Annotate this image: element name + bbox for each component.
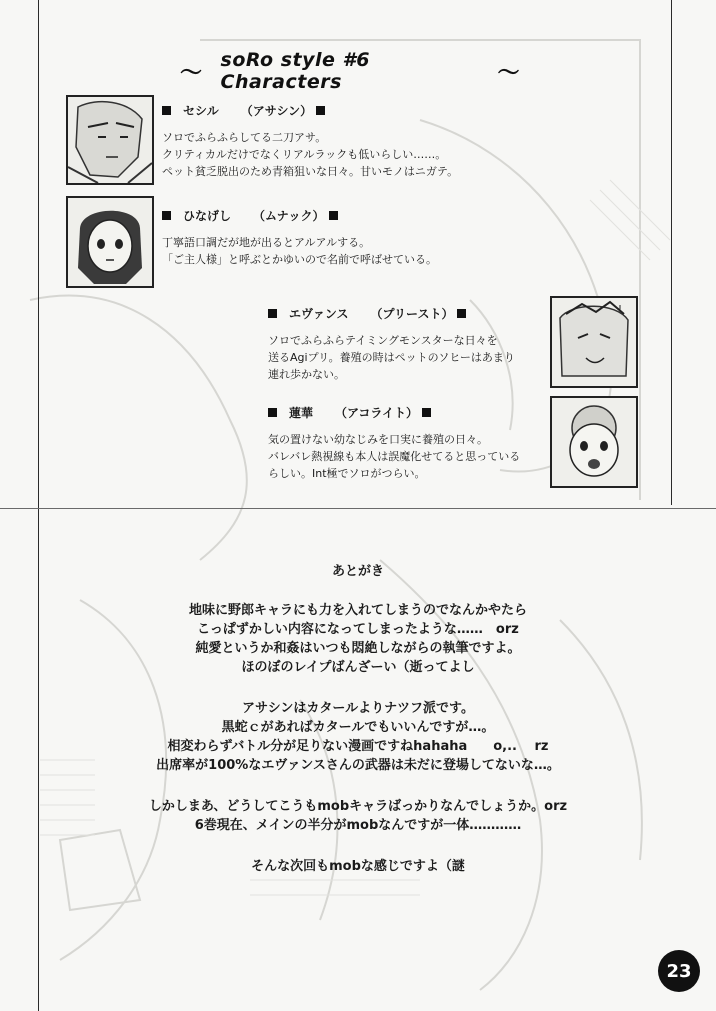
character-portrait-cecil [66,95,154,185]
description-line: 連れ歩かない。 [268,368,345,381]
character-heading [162,207,437,224]
character-role: （アコライト） [335,406,419,420]
title-left-tilde: 〜 [180,60,203,86]
afterword-line: 6巻現在、メインの半分がmobなんですが一体………… [194,818,522,833]
description-line: ソロでふらふらテイミングモンスターな日々を [268,334,498,347]
description-line: 気の置けない幼なじみを口実に養殖の日々。 [268,433,488,446]
bullet-square-icon [162,106,171,115]
afterword-line: こっぱずかしい内容になってしまったような…… orz [197,622,519,637]
character-portrait-evans [550,296,638,388]
description-line: クリティカルだけでなくリアルラックも低いらしい……。 [162,148,447,161]
character-entry-renka [268,404,520,482]
character-heading [162,102,458,119]
afterword-paragraph [0,699,716,775]
afterword-line: 出席率が100%なエヴァンスさんの武器は未だに登場してないな…。 [156,758,560,773]
description-line: ソロでふらふらしてる二刀アサ。 [162,131,327,144]
portrait-drawing [552,298,636,386]
character-role: （ムナック） [253,209,325,223]
description-line: らしい。Int極でソロがつらい。 [268,467,426,480]
bullet-square-icon [422,408,431,417]
description-line: 送るAgiプリ。養殖の時はペットのソヒーはあまり [268,351,515,364]
character-role: （アサシン） [240,104,313,118]
bullet-square-icon [268,408,277,417]
afterword-line: アサシンはカタールよりナツフ派です。 [242,701,474,716]
character-portrait-hinageshi [66,196,154,288]
bullet-square-icon [268,309,277,318]
page-number-badge: 23 [658,950,700,992]
section-divider [0,508,716,509]
bullet-square-icon [162,211,171,220]
description-line: バレバレ熱視線も本人は誤魔化せてると思っている [268,450,521,463]
character-name: セシル [183,104,219,118]
afterword-line: 黒蛇ｃがあればカタールでもいいんですが…。 [221,720,495,735]
afterword-paragraph [0,857,716,876]
character-description [162,234,437,268]
character-entry-evans [268,305,515,383]
right-border-line [671,0,672,505]
character-heading [268,404,520,421]
afterword-line: ほのぼのレイプばんざーい（逝ってよし [241,660,475,675]
character-description [268,332,515,383]
afterword-paragraph [0,601,716,677]
description-line: ペット貧乏脱出のため青箱狙いな日々。甘いモノはニガテ。 [162,165,459,178]
character-role: （プリースト） [370,307,454,321]
portrait-drawing [552,398,636,486]
bullet-square-icon [457,309,466,318]
svg-text:!: ! [618,304,623,315]
afterword-line: そんな次回もmobな感じですよ（謎 [251,859,465,874]
character-description [162,129,458,180]
character-name: 蓮華 [289,406,314,420]
character-entry-cecil [162,102,458,180]
character-name: エヴァンス [289,307,349,321]
bullet-square-icon [329,211,338,220]
afterword-title: あとがき [331,564,384,579]
character-name: ひなげし [183,209,232,223]
description-line: 「ご主人様」と呼ぶとかゆいので名前で呼ばせている。 [162,253,437,266]
page-title [180,49,520,93]
character-entry-hinageshi [162,207,437,268]
bullet-square-icon [316,106,325,115]
character-description [268,431,520,482]
title-right-tilde: 〜 [497,60,520,86]
description-line: 丁寧語口調だが地が出るとアルアルする。 [162,236,371,249]
afterword-line: 純愛というか和姦はいつも悶絶しながらの執筆ですよ。 [195,641,521,656]
afterword-line: 地味に野郎キャラにも力を入れてしまうのでなんかやたら [188,603,527,618]
character-heading [268,305,515,322]
character-portrait-renka [550,396,638,488]
afterword-section [0,560,716,876]
afterword-line: しかしまあ、どうしてこうもmobキャラばっかりなんでしょうか。orz [148,799,568,814]
afterword-paragraph [0,797,716,835]
title-text: soRo style #6 Characters [220,49,370,93]
portrait-drawing [68,97,152,183]
afterword-line: 相変わらずバトル分が足りない漫画ですねhahaha o,.. rz [167,739,549,754]
portrait-drawing [68,198,152,286]
